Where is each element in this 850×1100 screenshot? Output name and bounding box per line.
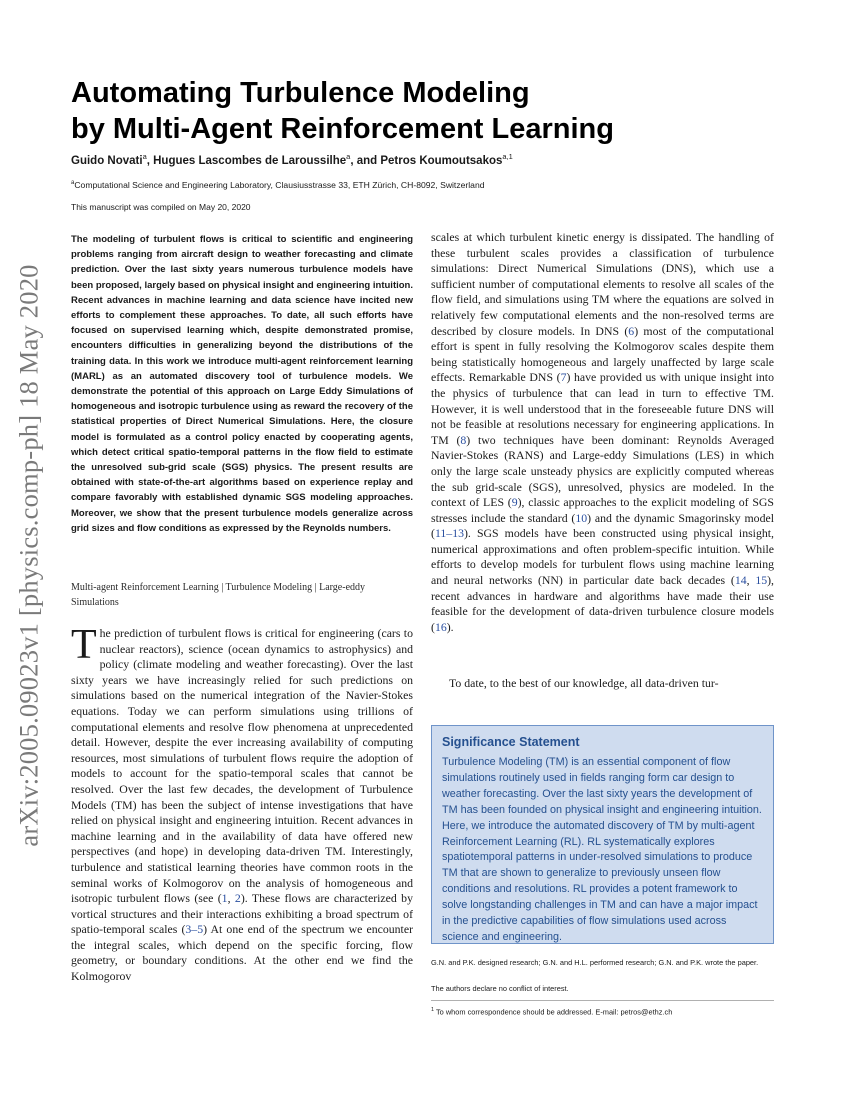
intro-text: scales at which turbulent kinetic energy is dissipated. The handling of these turbulent scales provides a classification of turbulence simulations: Direct Numerical Simulations (DNS), which use a sufficient number of computational elements to resolve all scales of the flow field, and simulations using TM where the equations are solved in relatively few computational elements and the non-resolved terms are described by closure models. In DNS ( [431,230,774,338]
compiled-note: This manuscript was compiled on May 20, 2020 [71,202,251,212]
citation-link[interactable]: 7 [560,370,567,385]
keywords: Multi-agent Reinforcement Learning | Turbulence Modeling | Large-eddy Simulations [71,582,366,608]
intro-text: ). These flows are characterized by vortical structures and their interactions exhibiting a broad spectrum of spatio-temporal scales ( [71,891,413,937]
citation-link[interactable]: 9 [511,495,518,510]
author-mark: a,1 [502,152,513,161]
citation-link[interactable]: 8 [460,432,467,447]
citation-link[interactable]: 15 [755,573,768,588]
citation-link[interactable]: 14 [734,573,747,588]
arxiv-stamp [4,235,54,875]
significance-text: Turbulence Modeling (TM) is an essential component of flow simulations routinely used in fields ranging form car design to weather forecasting. Over the last sixty years the development of TM has been founded on physical insight and engineering intuition. Here, we introduce the automated discovery of TM by multi-agent Reinforcement Learning (RL). RL systematically explores spatiotemporal patterns in under-resolved simulations to produce TM that are shown to generalize to previously unseen flow conditions and resolutions. RL provides a potent framework to solve longstanding challenges in TM and can have a major impact in the predictive capabilities of flow simulations used across science and engineering. [442,756,762,943]
conflict-statement: The authors declare no conflict of interest. [431,984,569,993]
author-mark: a [346,152,351,161]
intro-paragraph-2: To date, to the best of our knowledge, all data-driven tur- [449,676,719,690]
citation-link[interactable]: 11–13 [434,526,464,541]
paper-title [71,75,614,147]
affiliation-text: Computational Science and Engineering Laboratory, Clausiusstrasse 33, ETH Zürich, CH-8092, Switzerland [74,180,485,190]
affiliation-mark: a [71,180,75,187]
correspondence-note [431,1005,774,1017]
author-contributions: G.N. and P.K. designed research; G.N. and H.L. performed research; G.N. and P.K. wrote the paper. [431,958,759,967]
affiliation [71,180,485,190]
intro-column-right [431,230,774,668]
intro-text: , [227,891,235,906]
significance-title: Significance Statement [442,735,580,749]
intro-text: ) have provided us with unique insight into the physics of turbulence that can lead in turn to effective TM. However, it is well understood that in the foreseeable future DNS will not be feasible at resolutions necessary for engineering applications. In TM ( [431,370,774,447]
intro-text: ) most of the computational effort is spent in fully resolving the Kolmogorov scales despite them being statistically homogeneous and largely unaffected by large scale effects. Remarkable DNS ( [431,323,774,385]
dropcap: T [71,626,97,668]
intro-text: , [746,573,756,588]
intro-text: ) and the dynamic Smagorinsky model ( [431,510,774,541]
intro-text: ). [446,619,454,634]
title-line-2: by Multi-Agent Reinforcement Learning [71,113,614,145]
intro-text: ) At one end of the spectrum we encounter the integral scales, which depend on the specific forcing, flow geometry, or boundary conditions. At the other end we find the Kolmogorov [71,922,413,984]
citation-link[interactable]: 16 [434,619,447,634]
intro-text: he prediction of turbulent flows is critical for engineering (cars to nuclear reactors), science (ocean dynamics to astrophysics) and policy (climate modeling and weather forecasting). Over the last sixty years we have increasingly relied for such predictions on simulations based on the numerical integration of the Navier-Stokes equations. Today we can perform simulations using trillions of computational elements and resolve flow phenomena at unprecedented detail. However, despite the ever increasing availability of computing resources, most simulations of turbulent flows require the adoption of models to account for the spatio-temporal scales that cannot be resolved. Over the last few decades, the development of Turbulence Models (TM) has been the subject of intense investigations that have relied on physical insight and engineering intuition. Recent advances in machine learning and in the availability of data have offered new perspectives (and hope) in developing data-driven TM. Interestingly, turbulence and statistical learning theories have common roots in the seminal works of Kolmogorov on the analysis of homogeneous and isotropic turbulent flows (see ( [71,626,413,906]
author-list [71,152,513,167]
author-name: Hugues Lascombes de Laroussilhe [153,154,347,167]
citation-link[interactable]: 10 [575,510,588,525]
intro-column-left [71,626,413,1056]
footnote-divider [431,1000,774,1001]
significance-statement [431,725,774,944]
author-separator: , [146,154,154,167]
arxiv-id: arXiv:2005.09023v1 [physics.comp-ph] 18 May 2020 [13,263,44,847]
title-line-1: Automating Turbulence Modeling [71,77,530,109]
correspondence-text: To whom correspondence should be addressed. E-mail: petros@ethz.ch [435,1007,673,1017]
intro-text: ), recent advances in hardware and algorithms have made their use feasible for the development of data-driven turbulence closure models ( [431,573,774,634]
author-name: Guido Novati [71,154,143,167]
intro-text: ), classic approaches to the explicit modeling of SGS stresses include the standard ( [431,495,774,525]
intro-text: ) two techniques have been dominant: Reynolds Averaged Navier-Stokes (RANS) and Large-eddy Simulations (LES) in which only the large scale unsteady physics are explicitly computed whereas the sub grid-scale (SGS), unresolved, physics are modeled. In the context of LES ( [431,432,774,510]
author-mark: a [142,152,147,161]
correspondence-mark: 1 [431,1007,435,1013]
author-name: Petros Koumoutsakos [380,154,503,167]
citation-link[interactable]: 1 [221,891,228,906]
intro-text: ). SGS models have been constructed using physical insight, numerical approximations and often problem-specific intuition. While efforts to develop models for turbulent flows using machine learning and neural networks (NN) in particular date back decades ( [431,526,774,588]
citation-link[interactable]: 6 [628,323,635,338]
citation-link[interactable]: 3–5 [185,922,204,937]
citation-link[interactable]: 2 [234,891,241,906]
abstract: The modeling of turbulent flows is critical to scientific and engineering problems ranging from aircraft design to weather forecasting and climate prediction. Over the last sixty years numerous turbulence models have been proposed, largely based on physical insight and engineering intuition. Recent advances in machine learning and data science have incited new efforts to complement these approaches. To date, all such efforts have focused on supervised learning which, despite demonstrated promise, encounters difficulties in generalizing beyond the distributions of the training data. In this work we introduce multi-agent reinforcement learning (MARL) as an automated discovery tool of turbulence models. We demonstrate the potential of this approach on Large Eddy Simulations of homogeneous and isotropic turbulence using as reward the recovery of the statistical properties of Direct Numerical Simulations. Here, the closure model is formulated as a control policy enacted by cooperating agents, which detect critical spatio-temporal patterns in the flow field to estimate the unresolved sub-grid scale (SGS) physics. The present results are obtained with state-of-the-art algorithms based on experience replay and compare favorably with established dynamic SGS modeling approaches. Moreover, we show that the present turbulence models generalize across grid sizes and flow conditions as expressed by the Reynolds numbers. [71,234,413,534]
author-separator: , and [350,154,381,167]
